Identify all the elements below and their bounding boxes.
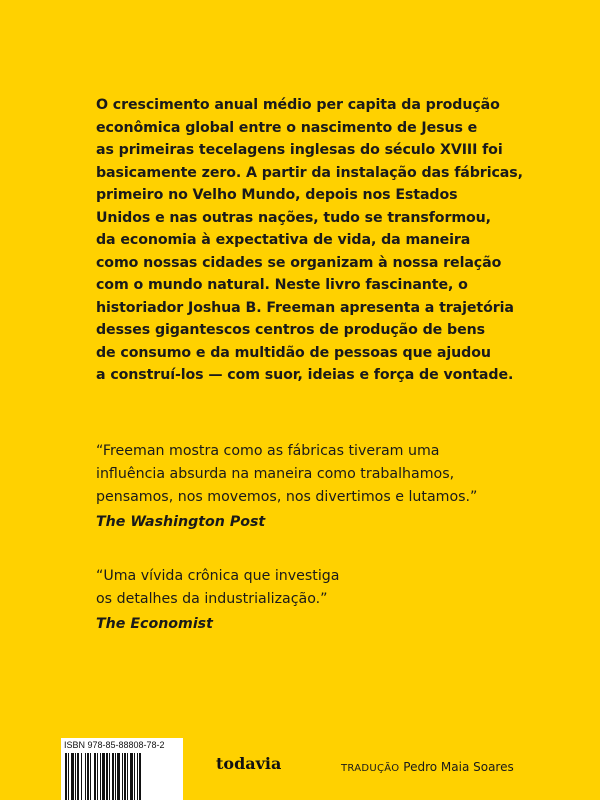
blurb-line: Unidos e nas outras nações, tudo se transformou, xyxy=(96,209,491,226)
blurb-line: historiador Joshua B. Freeman apresenta a trajetória xyxy=(96,299,514,316)
blurb-line: com o mundo natural. Neste livro fascinante, o xyxy=(96,277,468,293)
quote-line: os detalhes da industrialização.” xyxy=(96,591,328,607)
review-quote-economist xyxy=(96,565,536,636)
quote-line: influência absurda na maneira como trabalhamos, xyxy=(96,466,455,482)
blurb-line: como nossas cidades se organizam à nossa relação xyxy=(96,254,502,271)
blurb-line: O crescimento anual médio per capita da produção xyxy=(96,97,500,113)
translator-credit xyxy=(341,760,514,774)
blurb-line: as primeiras tecelagens inglesas do século XVIII foi xyxy=(96,142,503,158)
blurb-line: primeiro no Velho Mundo, depois nos Estados xyxy=(96,187,458,203)
blurb-line: da economia à expectativa de vida, da maneira xyxy=(96,232,471,248)
blurb-line: de consumo e da multidão de pessoas que ajudou xyxy=(96,344,491,361)
quote-line: “Uma vívida crônica que investiga xyxy=(96,568,340,584)
quote-line: pensamos, nos movemos, nos divertimos e lutamos.” xyxy=(96,489,478,505)
isbn-barcode xyxy=(61,738,183,800)
translator-name: Pedro Maia Soares xyxy=(403,760,514,774)
quote-line: “Freeman mostra como as fábricas tiveram uma xyxy=(96,443,440,459)
review-quote-washington-post xyxy=(96,440,536,534)
blurb-line: a construí-los — com suor, ideias e força de vontade. xyxy=(96,367,514,383)
back-cover-blurb xyxy=(96,94,536,387)
blurb-line: basicamente zero. A partir da instalação das fábricas, xyxy=(96,164,523,181)
quote-source: The Washington Post xyxy=(96,514,266,530)
blurb-line: desses gigantescos centros de produção de bens xyxy=(96,322,485,338)
publisher-logo: todavia xyxy=(216,754,282,773)
barcode-bars-icon xyxy=(65,753,179,800)
blurb-line: econômica global entre o nascimento de Jesus e xyxy=(96,119,478,136)
isbn-number: ISBN 978-85-88808-78-2 xyxy=(64,740,165,750)
translator-label: TRADUÇÃO xyxy=(341,763,400,774)
quote-source: The Economist xyxy=(96,616,213,632)
